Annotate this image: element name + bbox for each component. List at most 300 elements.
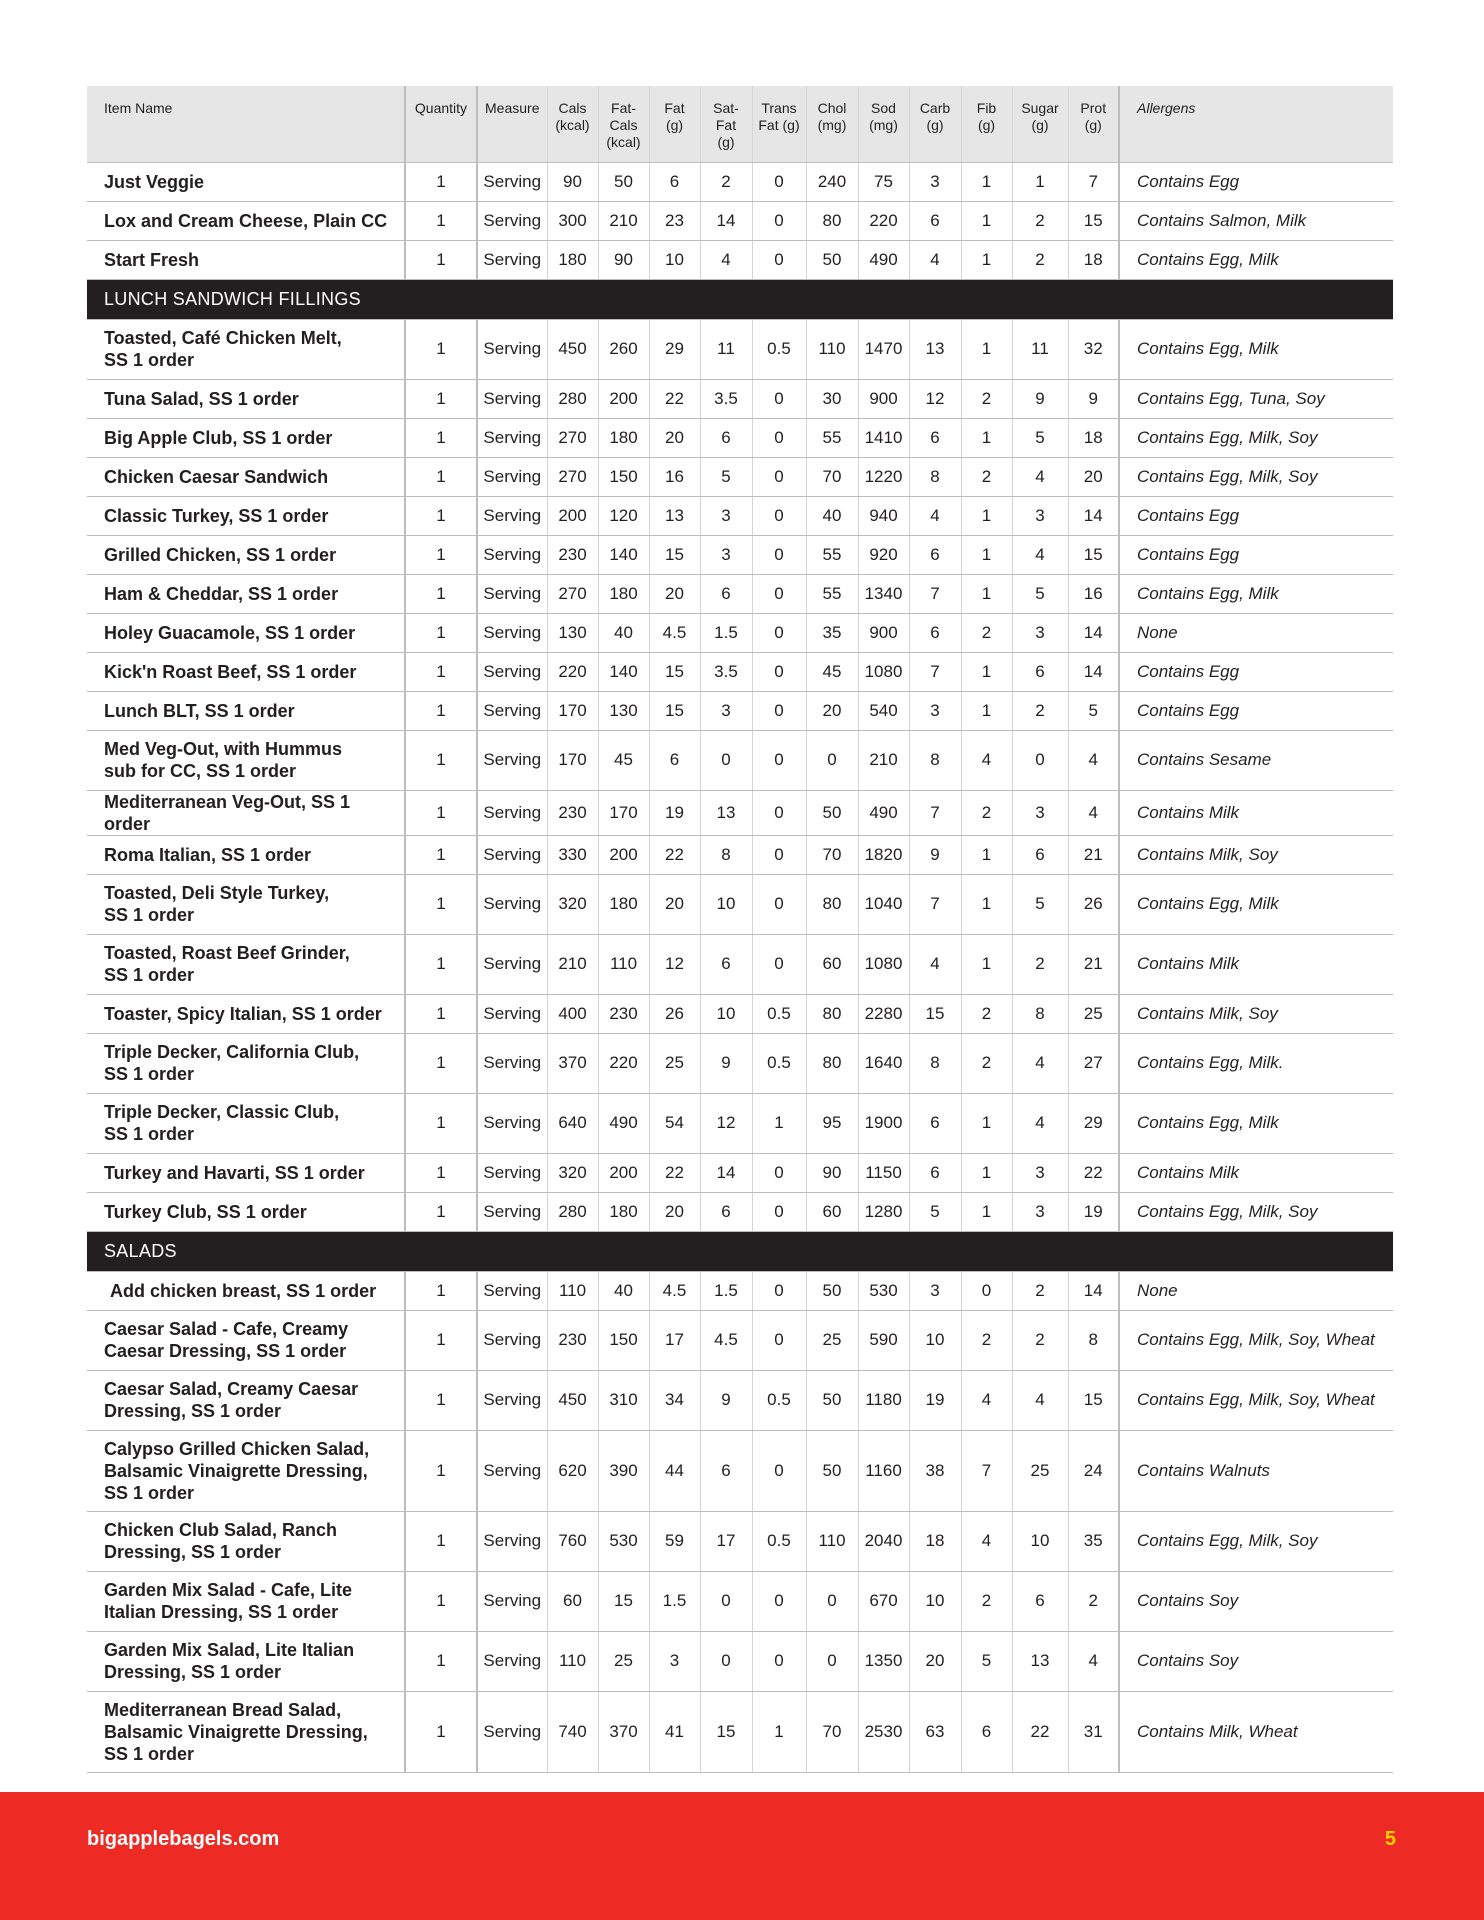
column-header-chol [806, 86, 858, 162]
cell-fat-cals: 490 [598, 1093, 649, 1153]
cell-measure: Serving [477, 835, 547, 874]
item-name-cell [87, 1093, 405, 1153]
table-row [87, 496, 1393, 535]
cell-sugar: 5 [1012, 874, 1068, 934]
cell-sod: 530 [858, 1271, 909, 1310]
item-name-cell [87, 574, 405, 613]
cell-cals: 180 [547, 240, 598, 279]
cell-chol: 0 [806, 730, 858, 790]
cell-carb: 12 [909, 379, 961, 418]
cell-fat-cals: 370 [598, 1691, 649, 1772]
column-header-sugar [1012, 86, 1068, 162]
item-name-text: Italian Dressing, SS 1 order [104, 1602, 339, 1622]
website-link[interactable]: bigapplebagels.com [87, 1828, 280, 1850]
cell-measure: Serving [477, 994, 547, 1033]
cell-sod: 490 [858, 790, 909, 835]
cell-prot: 4 [1068, 790, 1119, 835]
table-row [87, 790, 1393, 835]
cell-fib: 1 [961, 1192, 1012, 1231]
cell-chol: 25 [806, 1310, 858, 1370]
cell-fat: 1.5 [649, 1571, 700, 1631]
cell-trans-fat: 0 [752, 1271, 806, 1310]
item-name-cell [87, 1370, 405, 1430]
cell-sat-fat: 3 [700, 535, 752, 574]
cell-allergens: Contains Egg, Milk [1119, 574, 1393, 613]
cell-qty: 1 [405, 535, 477, 574]
cell-sugar: 2 [1012, 1310, 1068, 1370]
cell-sat-fat: 13 [700, 790, 752, 835]
table-row [87, 1271, 1393, 1310]
cell-sat-fat: 6 [700, 1430, 752, 1511]
cell-carb: 9 [909, 835, 961, 874]
cell-fib: 1 [961, 1153, 1012, 1192]
cell-measure: Serving [477, 1271, 547, 1310]
cell-carb: 10 [909, 1571, 961, 1631]
column-header-text: (mg) [869, 117, 898, 133]
cell-chol: 60 [806, 1192, 858, 1231]
cell-allergens: Contains Egg, Milk, Soy [1119, 418, 1393, 457]
item-name-cell [87, 835, 405, 874]
cell-measure: Serving [477, 162, 547, 201]
cell-fat-cals: 230 [598, 994, 649, 1033]
column-header-fat [649, 86, 700, 162]
cell-allergens: Contains Soy [1119, 1631, 1393, 1691]
cell-chol: 30 [806, 379, 858, 418]
cell-fat: 20 [649, 1192, 700, 1231]
cell-sod: 490 [858, 240, 909, 279]
cell-measure: Serving [477, 1511, 547, 1571]
column-header-measure [477, 86, 547, 162]
cell-fat-cals: 45 [598, 730, 649, 790]
cell-sugar: 2 [1012, 1271, 1068, 1310]
item-name-text: SS 1 order [104, 1064, 195, 1084]
cell-carb: 10 [909, 1310, 961, 1370]
cell-sugar: 3 [1012, 496, 1068, 535]
column-header-prot [1068, 86, 1119, 162]
column-header-text: (g) [926, 117, 944, 133]
cell-trans-fat: 0 [752, 835, 806, 874]
cell-prot: 14 [1068, 652, 1119, 691]
cell-allergens: Contains Egg, Milk, Soy, Wheat [1119, 1370, 1393, 1430]
cell-qty: 1 [405, 730, 477, 790]
cell-cals: 330 [547, 835, 598, 874]
cell-sod: 1900 [858, 1093, 909, 1153]
cell-carb: 6 [909, 1093, 961, 1153]
item-name-text: Roma Italian, SS 1 order [104, 844, 312, 865]
cell-fat-cals: 260 [598, 319, 649, 379]
cell-sat-fat: 6 [700, 418, 752, 457]
cell-sod: 1350 [858, 1631, 909, 1691]
cell-sat-fat: 6 [700, 934, 752, 994]
cell-allergens: Contains Egg [1119, 691, 1393, 730]
cell-fat-cals: 150 [598, 457, 649, 496]
cell-chol: 80 [806, 874, 858, 934]
cell-allergens: None [1119, 1271, 1393, 1310]
column-header-text: (g) [1031, 117, 1049, 133]
cell-measure: Serving [477, 790, 547, 835]
cell-fib: 1 [961, 201, 1012, 240]
cell-sugar: 1 [1012, 162, 1068, 201]
cell-fib: 1 [961, 496, 1012, 535]
cell-trans-fat: 0.5 [752, 1511, 806, 1571]
cell-fib: 1 [961, 240, 1012, 279]
cell-sod: 1180 [858, 1370, 909, 1430]
item-name-text: Caesar Salad - Cafe, Creamy [104, 1319, 349, 1339]
cell-chol: 110 [806, 319, 858, 379]
cell-cals: 320 [547, 1153, 598, 1192]
cell-sod: 1150 [858, 1153, 909, 1192]
item-name-text: Calypso Grilled Chicken Salad, [104, 1438, 370, 1459]
cell-sugar: 4 [1012, 1093, 1068, 1153]
cell-qty: 1 [405, 1192, 477, 1231]
cell-sugar: 25 [1012, 1430, 1068, 1511]
column-header-cals [547, 86, 598, 162]
cell-fat-cals: 180 [598, 418, 649, 457]
cell-fat: 19 [649, 790, 700, 835]
cell-chol: 110 [806, 1511, 858, 1571]
cell-fat: 29 [649, 319, 700, 379]
cell-sat-fat: 10 [700, 874, 752, 934]
cell-fat-cals: 150 [598, 1310, 649, 1370]
item-name-cell [87, 418, 405, 457]
cell-carb: 63 [909, 1691, 961, 1772]
cell-prot: 14 [1068, 496, 1119, 535]
cell-qty: 1 [405, 691, 477, 730]
cell-trans-fat: 0 [752, 162, 806, 201]
cell-prot: 32 [1068, 319, 1119, 379]
column-header-text: Item Name [104, 100, 173, 116]
cell-cals: 230 [547, 535, 598, 574]
cell-fib: 2 [961, 457, 1012, 496]
cell-fib: 1 [961, 874, 1012, 934]
cell-measure: Serving [477, 1153, 547, 1192]
cell-fat: 41 [649, 1691, 700, 1772]
cell-fat: 22 [649, 1153, 700, 1192]
item-name-cell [87, 691, 405, 730]
cell-prot: 14 [1068, 1271, 1119, 1310]
column-header-text: Carb [919, 100, 951, 116]
item-name-text: Grilled Chicken, SS 1 order [104, 544, 337, 565]
cell-fat-cals: 180 [598, 874, 649, 934]
cell-carb: 8 [909, 730, 961, 790]
cell-fib: 1 [961, 691, 1012, 730]
item-name-text: SS 1 order [104, 1482, 195, 1503]
cell-measure: Serving [477, 1093, 547, 1153]
cell-qty: 1 [405, 1093, 477, 1153]
cell-fib: 2 [961, 379, 1012, 418]
item-name-cell [87, 934, 405, 994]
cell-allergens: Contains Egg [1119, 535, 1393, 574]
cell-sat-fat: 4 [700, 240, 752, 279]
cell-fat: 15 [649, 691, 700, 730]
cell-chol: 55 [806, 535, 858, 574]
cell-measure: Serving [477, 457, 547, 496]
column-header-sod [858, 86, 909, 162]
cell-sod: 1820 [858, 835, 909, 874]
item-name-text: Toasted, Café Chicken Melt, [104, 328, 342, 348]
cell-fat: 20 [649, 418, 700, 457]
cell-fat: 10 [649, 240, 700, 279]
cell-measure: Serving [477, 1033, 547, 1093]
cell-cals: 200 [547, 496, 598, 535]
cell-prot: 18 [1068, 418, 1119, 457]
cell-cals: 620 [547, 1430, 598, 1511]
cell-sat-fat: 3.5 [700, 652, 752, 691]
column-header-text: Measure [485, 100, 540, 116]
cell-fat-cals: 210 [598, 201, 649, 240]
cell-sat-fat: 6 [700, 1192, 752, 1231]
cell-sugar: 3 [1012, 790, 1068, 835]
cell-carb: 4 [909, 496, 961, 535]
cell-chol: 50 [806, 1271, 858, 1310]
cell-trans-fat: 0 [752, 457, 806, 496]
cell-sod: 900 [858, 379, 909, 418]
item-name-cell [87, 162, 405, 201]
item-name-cell [87, 496, 405, 535]
cell-carb: 6 [909, 535, 961, 574]
cell-fat-cals: 50 [598, 162, 649, 201]
cell-qty: 1 [405, 319, 477, 379]
cell-prot: 21 [1068, 835, 1119, 874]
cell-fib: 1 [961, 1093, 1012, 1153]
cell-fat: 15 [649, 535, 700, 574]
cell-qty: 1 [405, 1691, 477, 1772]
cell-fat: 54 [649, 1093, 700, 1153]
cell-sat-fat: 14 [700, 201, 752, 240]
cell-trans-fat: 0 [752, 790, 806, 835]
cell-sat-fat: 1.5 [700, 613, 752, 652]
cell-qty: 1 [405, 994, 477, 1033]
cell-qty: 1 [405, 201, 477, 240]
cell-trans-fat: 0 [752, 1571, 806, 1631]
table-row [87, 1511, 1393, 1571]
cell-sod: 2280 [858, 994, 909, 1033]
cell-trans-fat: 0 [752, 1631, 806, 1691]
column-header-text: Fat [715, 117, 737, 133]
page-number: 5 [1384, 1828, 1396, 1850]
cell-carb: 3 [909, 162, 961, 201]
cell-measure: Serving [477, 1631, 547, 1691]
cell-chol: 40 [806, 496, 858, 535]
column-header-text: Prot [1080, 100, 1107, 116]
cell-measure: Serving [477, 1430, 547, 1511]
cell-fat: 6 [649, 162, 700, 201]
cell-fat: 26 [649, 994, 700, 1033]
cell-trans-fat: 0 [752, 652, 806, 691]
cell-prot: 2 [1068, 1571, 1119, 1631]
item-name-text: SS 1 order [104, 350, 195, 370]
cell-allergens: Contains Egg, Milk [1119, 1093, 1393, 1153]
cell-cals: 280 [547, 1192, 598, 1231]
column-header-text: Cals [558, 100, 587, 116]
item-name-cell [87, 1310, 405, 1370]
column-header-text: Chol [817, 100, 847, 116]
item-name-cell [87, 1691, 405, 1772]
cell-qty: 1 [405, 835, 477, 874]
cell-cals: 60 [547, 1571, 598, 1631]
cell-measure: Serving [477, 535, 547, 574]
cell-chol: 90 [806, 1153, 858, 1192]
cell-sugar: 2 [1012, 240, 1068, 279]
item-name-text: Garden Mix Salad, Lite Italian [104, 1640, 355, 1660]
item-name-text: sub for CC, SS 1 order [104, 761, 297, 781]
column-header-fib [961, 86, 1012, 162]
item-name-text: Balsamic Vinaigrette Dressing, [104, 1721, 368, 1742]
cell-sugar: 9 [1012, 379, 1068, 418]
cell-sod: 210 [858, 730, 909, 790]
cell-carb: 6 [909, 613, 961, 652]
item-name-text: Dressing, SS 1 order [104, 1662, 282, 1682]
item-name-text: Chicken Caesar Sandwich [104, 466, 329, 487]
cell-fib: 1 [961, 319, 1012, 379]
cell-prot: 4 [1068, 730, 1119, 790]
cell-measure: Serving [477, 379, 547, 418]
item-name-text: Balsamic Vinaigrette Dressing, [104, 1460, 368, 1481]
cell-allergens: Contains Egg, Milk, Soy [1119, 1192, 1393, 1231]
cell-allergens: Contains Egg, Milk, Soy [1119, 457, 1393, 496]
cell-prot: 15 [1068, 535, 1119, 574]
table-row [87, 240, 1393, 279]
item-name-cell [87, 319, 405, 379]
cell-sod: 1220 [858, 457, 909, 496]
table-row [87, 874, 1393, 934]
cell-measure: Serving [477, 1370, 547, 1430]
table-row [87, 691, 1393, 730]
cell-allergens: Contains Egg [1119, 162, 1393, 201]
footer-bar [0, 1792, 1484, 1920]
cell-carb: 5 [909, 1192, 961, 1231]
cell-sod: 1640 [858, 1033, 909, 1093]
cell-carb: 7 [909, 574, 961, 613]
table-row [87, 1631, 1393, 1691]
cell-prot: 24 [1068, 1430, 1119, 1511]
cell-carb: 6 [909, 418, 961, 457]
cell-allergens: Contains Egg, Milk [1119, 240, 1393, 279]
item-name-cell [87, 1033, 405, 1093]
cell-carb: 6 [909, 201, 961, 240]
cell-qty: 1 [405, 1153, 477, 1192]
cell-sat-fat: 10 [700, 994, 752, 1033]
cell-trans-fat: 0 [752, 1430, 806, 1511]
cell-trans-fat: 1 [752, 1093, 806, 1153]
cell-chol: 35 [806, 613, 858, 652]
cell-carb: 3 [909, 691, 961, 730]
cell-fib: 4 [961, 730, 1012, 790]
cell-chol: 50 [806, 1370, 858, 1430]
cell-sod: 670 [858, 1571, 909, 1631]
cell-cals: 760 [547, 1511, 598, 1571]
cell-sugar: 22 [1012, 1691, 1068, 1772]
cell-measure: Serving [477, 691, 547, 730]
cell-measure: Serving [477, 1571, 547, 1631]
cell-fat-cals: 40 [598, 613, 649, 652]
item-name-text: Med Veg-Out, with Hummus [104, 739, 343, 759]
column-header-carb [909, 86, 961, 162]
cell-prot: 18 [1068, 240, 1119, 279]
column-header-text: Allergens [1137, 100, 1196, 116]
cell-cals: 230 [547, 1310, 598, 1370]
item-name-text: SS 1 order [104, 905, 195, 925]
cell-qty: 1 [405, 1430, 477, 1511]
cell-fat-cals: 180 [598, 1192, 649, 1231]
item-name-text: Caesar Salad, Creamy Caesar [104, 1379, 359, 1399]
item-name-text: Caesar Dressing, SS 1 order [104, 1341, 347, 1361]
column-header-text: (g) [977, 117, 996, 133]
column-header-quantity [405, 86, 477, 162]
cell-prot: 5 [1068, 691, 1119, 730]
cell-fib: 5 [961, 1631, 1012, 1691]
item-name-cell [87, 240, 405, 279]
cell-cals: 270 [547, 418, 598, 457]
cell-prot: 15 [1068, 201, 1119, 240]
cell-allergens: Contains Milk, Wheat [1119, 1691, 1393, 1772]
cell-chol: 55 [806, 418, 858, 457]
cell-sod: 1080 [858, 934, 909, 994]
cell-sugar: 10 [1012, 1511, 1068, 1571]
cell-qty: 1 [405, 1511, 477, 1571]
cell-prot: 19 [1068, 1192, 1119, 1231]
cell-cals: 320 [547, 874, 598, 934]
cell-prot: 31 [1068, 1691, 1119, 1772]
item-name-text: Turkey Club, SS 1 order [104, 1201, 307, 1222]
cell-trans-fat: 0 [752, 535, 806, 574]
cell-allergens: Contains Milk, Soy [1119, 994, 1393, 1033]
cell-fat-cals: 130 [598, 691, 649, 730]
table-row [87, 418, 1393, 457]
column-header-text: Fat [664, 100, 685, 116]
cell-fat-cals: 40 [598, 1271, 649, 1310]
cell-fib: 2 [961, 790, 1012, 835]
item-name-text: Start Fresh [104, 249, 200, 270]
column-header-text: Fat (g) [758, 117, 800, 133]
cell-fat-cals: 200 [598, 1153, 649, 1192]
cell-chol: 70 [806, 457, 858, 496]
item-name-cell [87, 1192, 405, 1231]
cell-fat: 22 [649, 835, 700, 874]
cell-chol: 0 [806, 1571, 858, 1631]
cell-sugar: 6 [1012, 652, 1068, 691]
cell-carb: 20 [909, 1631, 961, 1691]
column-header-text: Sugar [1021, 100, 1059, 116]
item-name-text: Add chicken breast, SS 1 order [110, 1280, 377, 1301]
cell-prot: 22 [1068, 1153, 1119, 1192]
cell-fat: 16 [649, 457, 700, 496]
cell-sugar: 13 [1012, 1631, 1068, 1691]
column-header-text: (g) [665, 117, 684, 133]
column-header-text: (g) [1084, 117, 1102, 133]
cell-chol: 80 [806, 1033, 858, 1093]
column-header-text: Sod [871, 100, 896, 116]
table-row [87, 1153, 1393, 1192]
cell-chol: 20 [806, 691, 858, 730]
cell-sod: 2040 [858, 1511, 909, 1571]
cell-qty: 1 [405, 379, 477, 418]
cell-sugar: 4 [1012, 1033, 1068, 1093]
cell-prot: 20 [1068, 457, 1119, 496]
cell-cals: 230 [547, 790, 598, 835]
cell-sat-fat: 15 [700, 1691, 752, 1772]
table-row [87, 1430, 1393, 1511]
cell-measure: Serving [477, 613, 547, 652]
cell-prot: 4 [1068, 1631, 1119, 1691]
cell-trans-fat: 1 [752, 1691, 806, 1772]
item-name-cell [87, 1153, 405, 1192]
cell-sod: 900 [858, 613, 909, 652]
cell-allergens: Contains Egg, Milk. [1119, 1033, 1393, 1093]
item-name-text: Toasted, Deli Style Turkey, [104, 883, 330, 903]
cell-sat-fat: 3 [700, 496, 752, 535]
cell-fat-cals: 120 [598, 496, 649, 535]
